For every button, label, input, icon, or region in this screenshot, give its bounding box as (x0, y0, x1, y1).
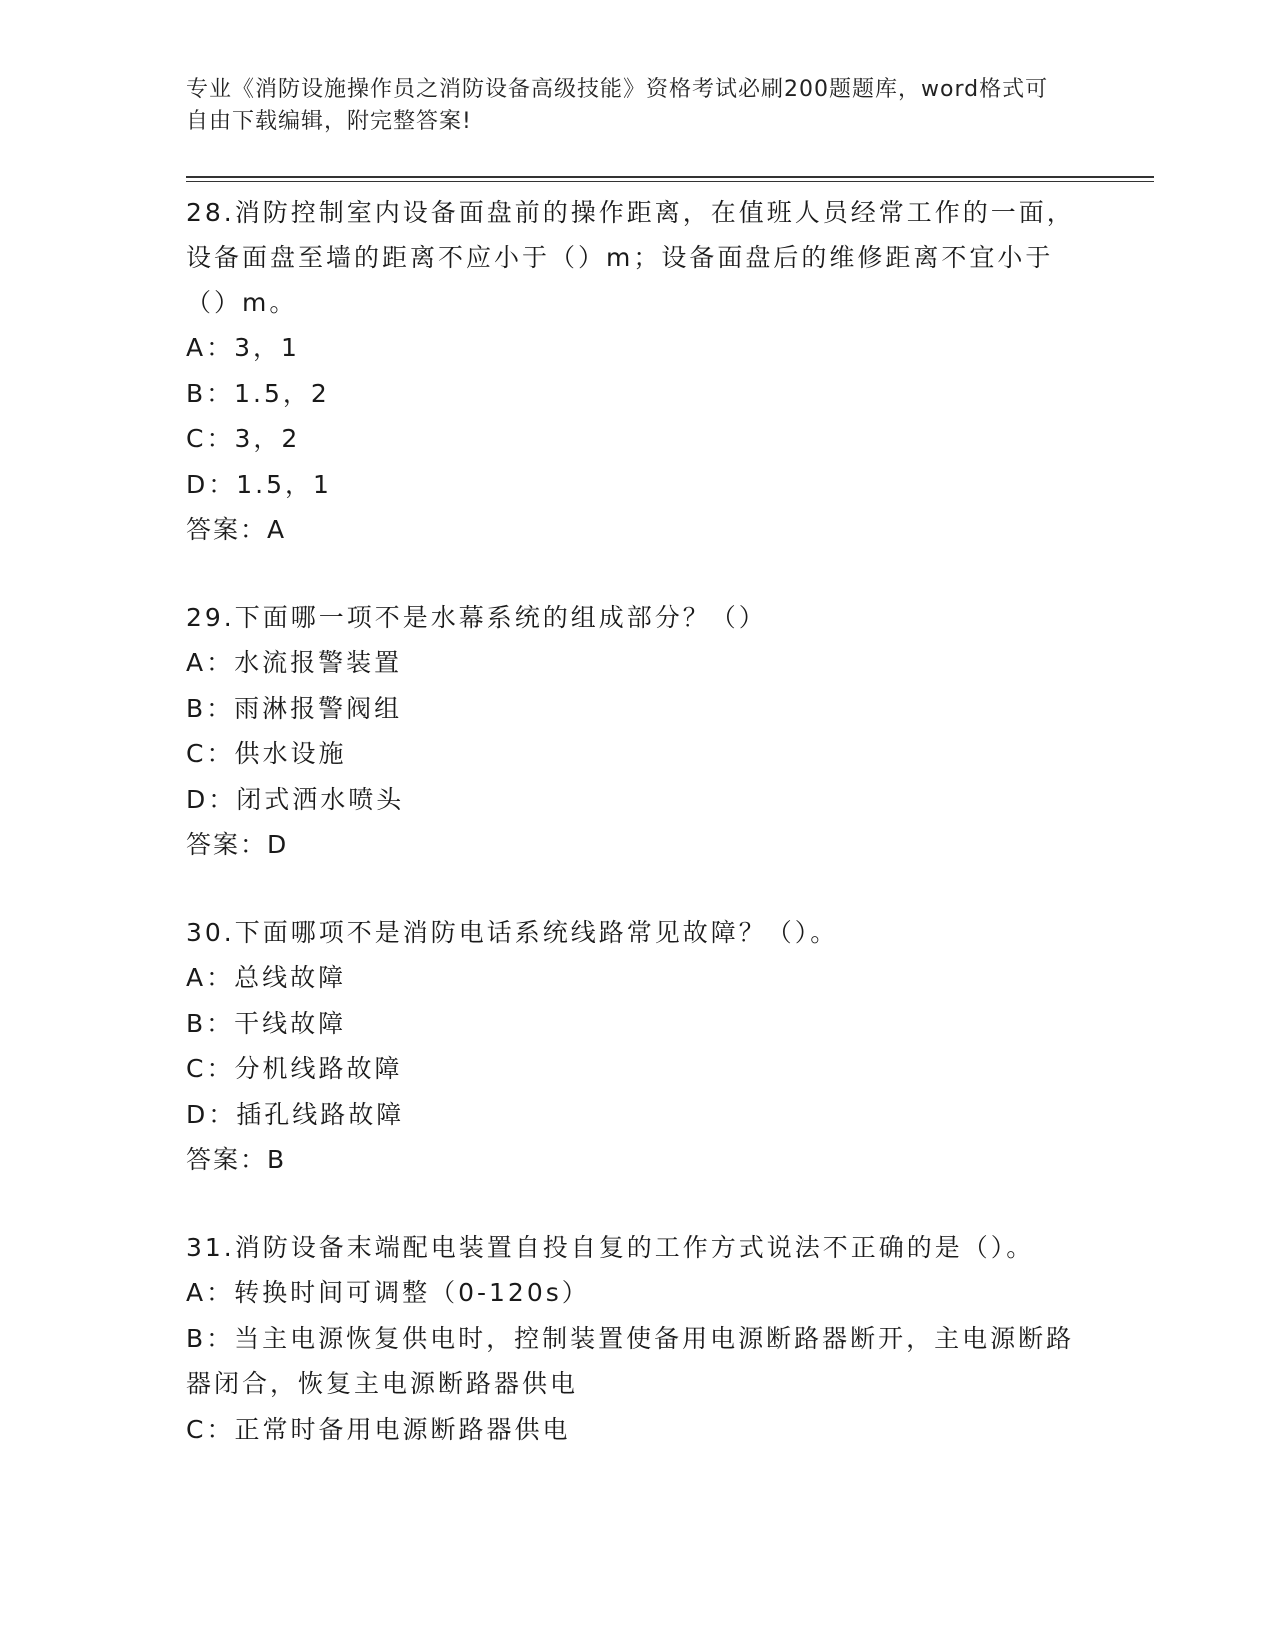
option-a: A：转换时间可调整（0-120s） (186, 1278, 590, 1307)
option-b: B：当主电源恢复供电时，控制装置使备用电源断路器断开，主电源断路器闭合，恢复主电源断路器供电 (186, 1323, 1075, 1398)
option-d: D：1.5，1 (186, 469, 332, 499)
option-c: C：分机线路故障 (186, 1054, 403, 1083)
answer-line: 答案：A (186, 515, 287, 544)
option-b: B：干线故障 (186, 1008, 347, 1038)
answer-line: 答案：D (186, 830, 289, 859)
option-b: B：雨淋报警阀组 (186, 693, 403, 723)
option-c: C：供水设施 (186, 739, 347, 768)
question-28 (186, 190, 1086, 553)
option-a: A：3，1 (186, 333, 300, 362)
option-d: D：闭式洒水喷头 (186, 784, 405, 814)
question-30 (186, 910, 1086, 1183)
question-text: 31.消防设备末端配电装置自投自复的工作方式说法不正确的是（）。 (186, 1233, 1035, 1262)
question-31 (186, 1225, 1086, 1452)
question-list (186, 190, 1086, 1494)
option-c: C：正常时备用电源断路器供电 (186, 1414, 571, 1444)
question-text: 30.下面哪项不是消防电话系统线路常见故障？（）。 (186, 918, 839, 947)
question-text: 28.消防控制室内设备面盘前的操作距离，在值班人员经常工作的一面，设备面盘至墙的距离不应小于（）m；设备面盘后的维修距离不宜小于（）m。 (186, 198, 1075, 317)
option-d: D：插孔线路故障 (186, 1099, 405, 1129)
header-divider-thin (186, 181, 1154, 182)
question-29 (186, 595, 1086, 868)
question-text: 29.下面哪一项不是水幕系统的组成部分？（） (186, 603, 767, 632)
option-a: A：水流报警装置 (186, 648, 403, 677)
answer-line: 答案：B (186, 1145, 287, 1174)
header-divider-thick (186, 176, 1154, 178)
option-a: A：总线故障 (186, 963, 347, 992)
page-header-title: 专业《消防设施操作员之消防设备高级技能》资格考试必刷200题题库，word格式可自由下载编辑，附完整答案! (186, 77, 1049, 134)
option-c: C：3，2 (186, 424, 301, 453)
option-b: B：1.5，2 (186, 378, 330, 408)
